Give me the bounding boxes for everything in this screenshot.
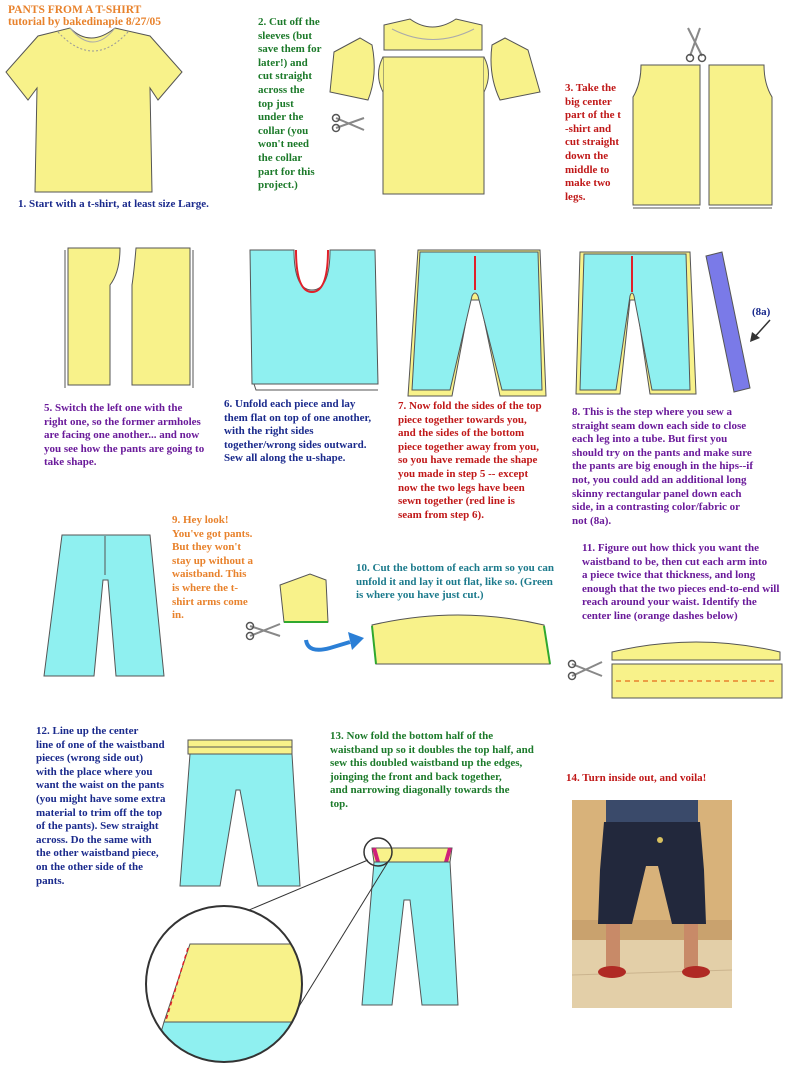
step-9-text: 9. Hey look! You've got pants. But they won't stay up without a waistband. This is where the t- shirt arms come in. <box>172 514 253 622</box>
tshirt-cut-pieces <box>330 19 540 194</box>
magnified-detail <box>140 860 388 1070</box>
photo-illustration <box>572 800 732 1008</box>
waistband-piece <box>612 642 782 698</box>
flattened-sleeve <box>372 615 550 664</box>
extra-panel <box>706 252 750 392</box>
scissors-icon-step3 <box>687 28 706 62</box>
scissors-icon-step10 <box>247 623 281 640</box>
sleeve-piece <box>280 574 328 622</box>
scissors-icon-step11 <box>569 661 603 680</box>
step-1-text: 1. Start with a t-shirt, at least size Large. <box>18 198 209 210</box>
step-7-text: 7. Now fold the sides of the top piece together towards you, and the sides of the bottom piece together away from you, so you have remade the shape you made in step 5 -- except now the two legs have been sewn together (red line is seam from step 6). <box>398 400 542 521</box>
step-14-text: 14. Turn inside out, and voila! <box>566 772 707 784</box>
pants-folded-waistband <box>362 838 458 1005</box>
swapped-legs <box>65 248 193 388</box>
finished-pants-photo <box>572 800 732 1008</box>
step-2-text: 2. Cut off the sleeves (but save them for later!) and cut straight across the top just under the collar (you won't need the collar part for this project.) <box>258 16 322 192</box>
step-3-text: 3. Take the big center part of the t -shirt and cut straight down the middle to make two legs. <box>565 82 621 203</box>
byline: tutorial by bakedinapie 8/27/05 <box>8 16 162 28</box>
refolded-legs <box>408 250 546 396</box>
step-5-text: 5. Switch the left one with the right one, so the former armholes are facing one another... and now you see how the pants are going to take shape. <box>44 402 205 469</box>
step-10-text: 10. Cut the bottom of each arm so you can unfold it and lay it out flat, like so. (Green is where you have just cut.) <box>356 562 554 602</box>
page-title: PANTS FROM A T-SHIRT <box>8 4 142 16</box>
tshirt-cut-legs <box>633 65 772 208</box>
pants-with-waistband <box>180 740 300 886</box>
unfolded-pieces <box>250 250 378 390</box>
step-6-text: 6. Unfold each piece and lay them flat on top of one another, with the right sides together/wrong sides outward. Sew all along the u-shape. <box>224 398 372 465</box>
arrow-icon-step10 <box>306 632 364 650</box>
pants-step9 <box>44 535 164 676</box>
step-8a-label: (8a) <box>752 306 771 318</box>
step-12-text: 12. Line up the center line of one of the waistband pieces (wrong side out) with the place where you want the waist on the pants (you might have some extra material to trim off the top of the pants). Sew straight across. Do the same with the other waistband piece, on the other side of the pants. <box>36 725 166 887</box>
scissors-icon-step2 <box>333 115 365 132</box>
step-13-text: 13. Now fold the bottom half of the waistband up so it doubles the top half, and sew this doubled waistband up the edges, joinging the front and back together, and narrowing diagonally towards the top. <box>330 730 534 810</box>
step-11-text: 11. Figure out how thick you want the waistband to be, then cut each arm into a piece twice that thickness, and long enough that the two pieces end-to-end will reach around your waist. Identify the center line (orange dashes below) <box>582 542 780 622</box>
legs-with-panel <box>576 252 696 394</box>
step-8-text: 8. This is the step where you sew a straight seam down each side to close each leg into a tube. But first you should try on the pants and make sure the pants are big enough in the hips--if not, you could add an additional long skinny rectangular panel down each side, in a contrasting color/fabric or not (8a). <box>572 406 754 527</box>
tshirt-whole <box>6 28 182 192</box>
arrow-icon-8a <box>750 320 770 342</box>
